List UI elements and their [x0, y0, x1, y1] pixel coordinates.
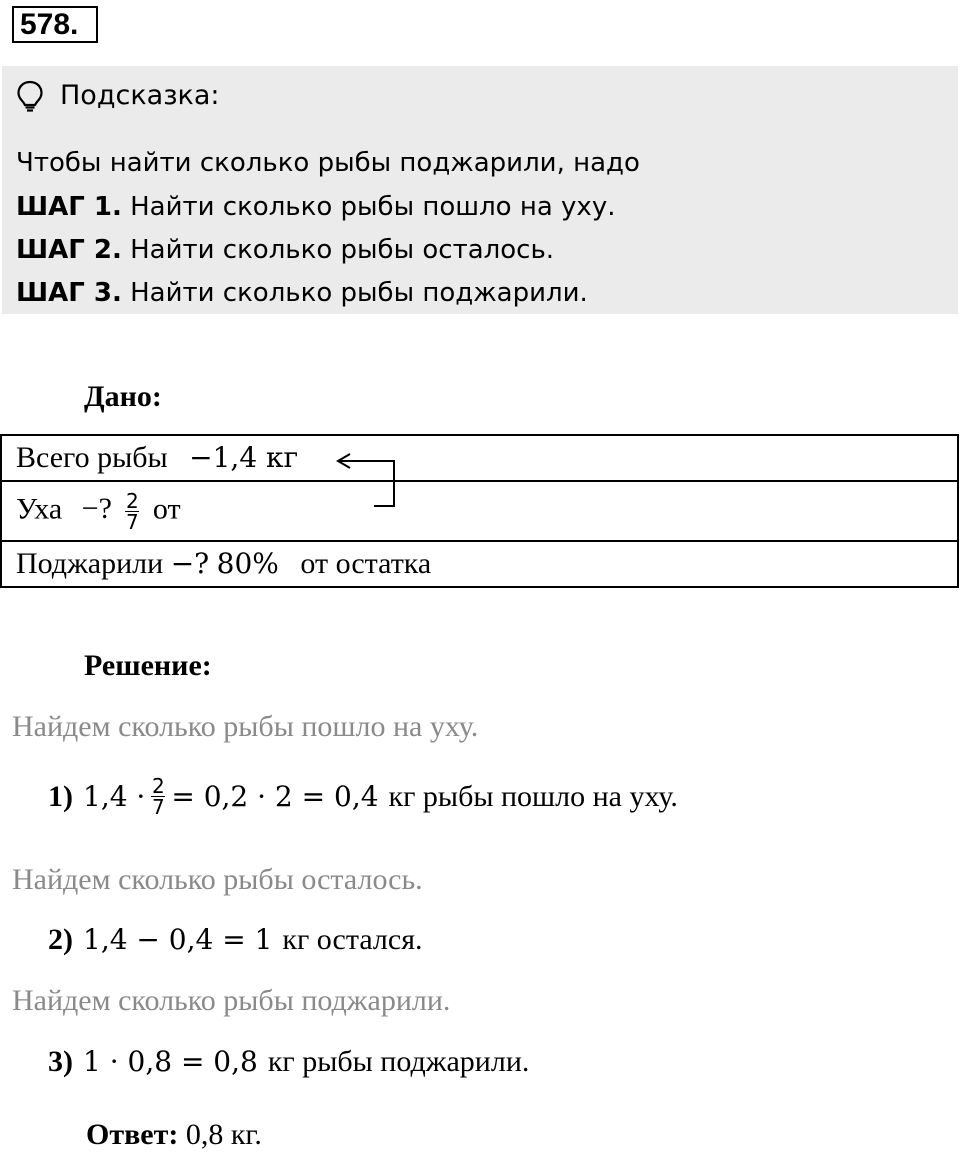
hint-step-label: ШАГ 3.: [16, 278, 122, 308]
hint-step-label: ШАГ 1.: [16, 192, 122, 222]
solution-step-3: [48, 1044, 529, 1080]
given-cell: [1, 435, 958, 481]
step-number: 3): [48, 1045, 73, 1078]
hint-step-3: [16, 276, 588, 310]
given-row-total: [1, 435, 958, 481]
step-expression: 1,4 − 0,4 = 1: [83, 923, 273, 956]
fried-label: Поджарили: [16, 547, 164, 580]
given-cell: [1, 541, 958, 587]
hint-panel: [2, 66, 958, 314]
step-expression: 1 · 0,8 = 0,8: [83, 1045, 258, 1078]
fried-suffix: от остатка: [300, 547, 432, 580]
hint-intro: Чтобы найти сколько рыбы поджарили, надо: [16, 148, 640, 178]
hint-step-1: [16, 190, 615, 224]
fraction-denominator: 7: [151, 795, 165, 819]
solution-hint-1: Найдем сколько рыбы пошло на уху.: [12, 710, 479, 743]
hint-title-text: Подсказка:: [60, 80, 220, 111]
soup-value: −?: [81, 491, 112, 525]
reference-arrow-icon: [330, 448, 410, 518]
hint-step-text: Найти сколько рыбы пошло на уху.: [130, 192, 616, 222]
step-expression-b: = 0,2 · 2 = 0,4: [171, 779, 379, 813]
solution-hint-2: Найдем сколько рыбы осталось.: [12, 863, 423, 896]
given-heading: Дано:: [84, 380, 162, 413]
hint-step-text: Найти сколько рыбы осталось.: [130, 235, 555, 265]
total-value: −1,4 кг: [189, 441, 299, 474]
step-fraction: [151, 776, 165, 817]
solution-hint-3: Найдем сколько рыбы поджарили.: [12, 984, 451, 1017]
hint-step-2: [16, 233, 554, 267]
step-text: кг рыбы поджарили.: [267, 1045, 530, 1078]
given-cell: [1, 481, 958, 541]
step-expression-a: 1,4 ·: [83, 779, 146, 813]
given-row-fried: [1, 541, 958, 587]
given-row-soup: [1, 481, 958, 541]
step-number: 1): [48, 779, 73, 813]
soup-fraction: [125, 488, 139, 534]
hint-step-label: ШАГ 2.: [16, 235, 122, 265]
fried-percent: 80%: [216, 547, 279, 580]
fraction-numerator: 2: [126, 488, 139, 513]
answer-label: Ответ:: [86, 1118, 179, 1151]
lightbulb-icon: [16, 80, 44, 112]
problem-number: 578.: [12, 6, 98, 43]
hint-step-text: Найти сколько рыбы поджарили.: [130, 278, 588, 308]
answer: [86, 1117, 262, 1153]
solution-step-2: [48, 922, 423, 958]
step-text: кг остался.: [282, 923, 423, 956]
solution-heading: Решение:: [84, 649, 212, 682]
step-text: кг рыбы пошло на уху.: [388, 779, 678, 813]
answer-value: 0,8 кг.: [185, 1118, 262, 1151]
fraction-numerator: 2: [151, 774, 165, 798]
fraction-denominator: 7: [126, 509, 139, 534]
solution-step-1: [48, 776, 678, 817]
soup-label: Уха: [16, 491, 63, 525]
given-table: [0, 434, 959, 588]
hint-title: [16, 80, 220, 112]
soup-suffix: от: [152, 491, 181, 525]
total-label: Всего рыбы: [16, 441, 168, 474]
step-number: 2): [48, 923, 73, 956]
fried-value: −?: [170, 547, 210, 580]
